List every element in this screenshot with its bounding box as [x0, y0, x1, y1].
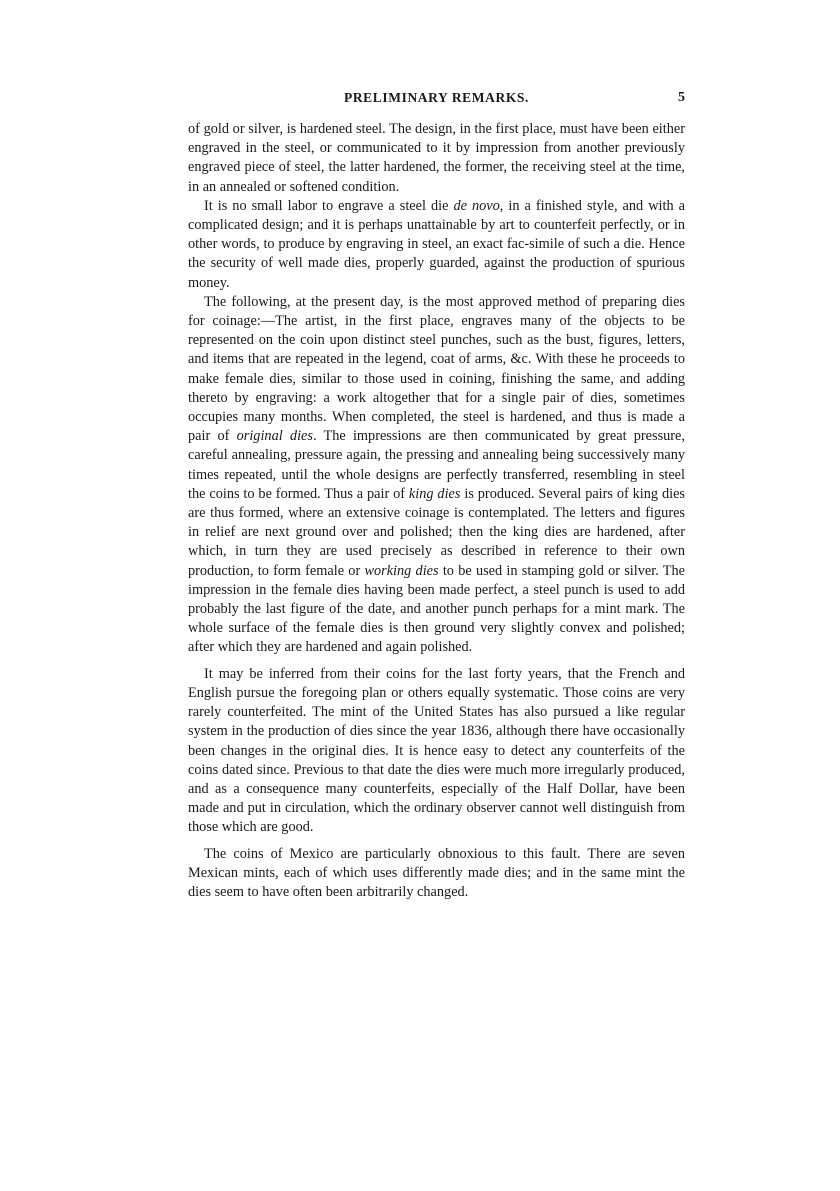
paragraph-2-part-c: , in a finished style, and with a complicated design; and it is perhaps unattainable by art to counterfeit perfectly, or in other words, to produce by engraving in steel, an exact fac-simile of such a die. Hence the security of well made dies, properly guarded, against the production of spurious money. — [188, 197, 685, 291]
page-number: 5 — [678, 90, 685, 105]
running-title: PRELIMINARY REMARKS. — [343, 90, 530, 105]
paragraph-3-part-a: The following, at the present day, is the most approved method of preparing dies for coinage:—The artist, in the first place, engraves many of the objects to be represented on the coin upon distinct steel punches, such as the bust, figures, letters, and items that are repeated in the legend, coat of arms, &c. With these he proceeds to make female dies, similar to those used in coining, finishing the same, and adding thereto by engraving: a work altogether that for a single pair of dies, sometimes occupies many months. When completed, the steel is hardened, and thus is made a pair of — [188, 293, 685, 445]
body-text — [188, 120, 685, 902]
paragraph-3-part-e: is produced. Several pairs of king dies are thus formed, where an extensive coinage is contemplated. The letters and figures in relief are next ground over and polished; then the king dies are hardened, after which, in turn they are used precisely as described in reference to their own production, to form female or — [188, 485, 685, 579]
italic-de-novo: de novo — [453, 197, 500, 214]
book-page — [188, 90, 685, 902]
paragraph-4: It may be inferred from their coins for the last forty years, that the French and English pursue the foregoing plan or others equally systematic. Those coins are very rarely counterfeited. The mint of the United States has also pursued a like regular system in the production of dies since the year 1836, although there have occasionally been changes in the original dies. It is hence easy to detect any counterfeits of the coins dated since. Previous to that date the dies were much more irregularly produced, and as a consequence many counterfeits, especially of the Half Dollar, have been made and put in circulation, which the ordinary observer cannot well distinguish from those which are good. — [188, 665, 685, 836]
italic-original-dies: original dies — [236, 428, 313, 445]
paragraph-3-part-c: . The impressions are then communicated by great pressure, careful annealing, pressure again, the pressing and annealing being successively many times repeated, until the whole designs are perfectly transferred, resembling in steel the coins to be formed. Thus a pair of — [188, 428, 685, 502]
italic-working-dies: working dies — [364, 562, 439, 579]
paragraph-2-part-a: It is no small labor to engrave a steel die — [204, 197, 454, 214]
paragraph-3 — [188, 293, 685, 658]
running-head — [188, 90, 685, 112]
italic-king-dies: king dies — [408, 485, 461, 502]
paragraph-3-part-g: to be used in stamping gold or silver. The impression in the female dies having been made perfect, a steel punch is used to add probably the last figure of the date, and another punch perhaps for a mint mark. The whole surface of the female dies is then ground very slightly convex and polished; after which they are hardened and again polished. — [188, 562, 685, 656]
paragraph-1: of gold or silver, is hardened steel. The design, in the first place, must have been either engraved in the steel, or communicated to it by impression from another previously engraved piece of steel, the latter hardened, the former, the receiving steel at the time, in an annealed or softened condition. — [188, 121, 685, 195]
paragraph-2 — [188, 197, 685, 293]
paragraph-5: The coins of Mexico are particularly obnoxious to this fault. There are seven Mexican mints, each of which uses differently made dies; and in the same mint the dies seem to have often been arbitrarily changed. — [188, 845, 685, 900]
